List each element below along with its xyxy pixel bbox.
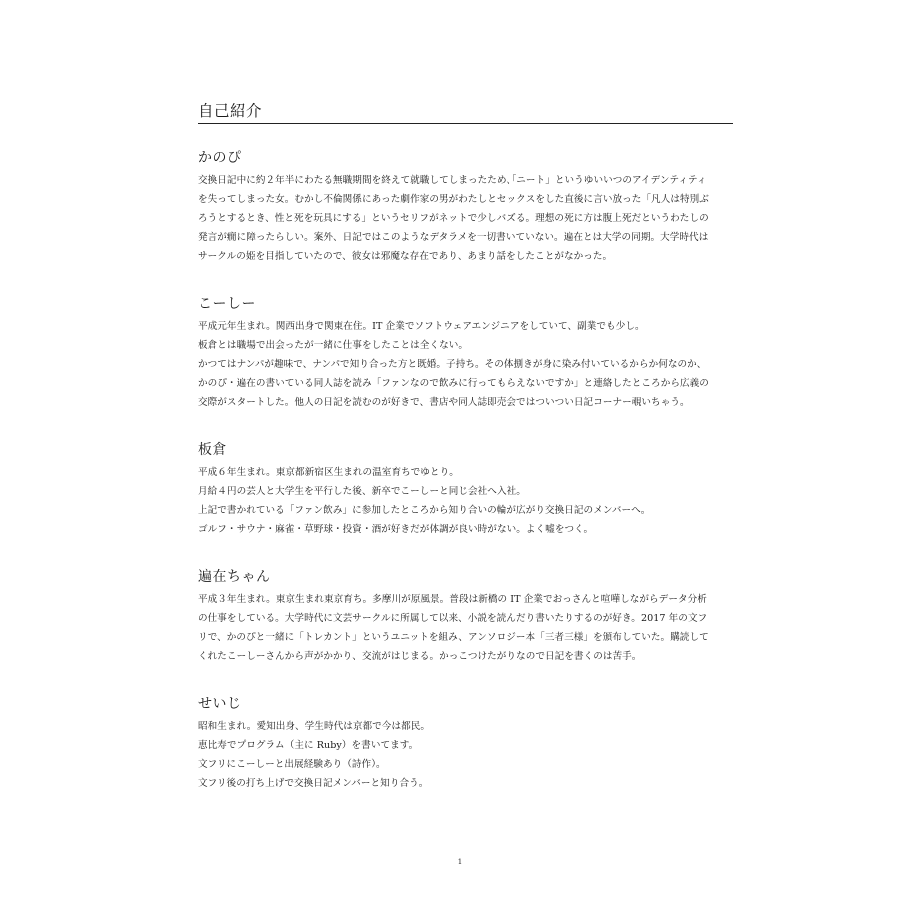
profile-body <box>198 717 733 793</box>
page-content <box>198 100 733 789</box>
profile-line: を失ってしまった女。むかし不倫関係にあった劇作家の男がわたしとセックスをした直後に言い放った「凡人は特別ぶ <box>198 194 709 205</box>
profile-name: こーしー <box>198 296 256 312</box>
profile-line: かつてはナンパが趣味で、ナンパで知り合った方と既婚。子持ち。その体捌きが身に染み付いているからか何なのか、 <box>198 359 707 370</box>
profile-line: 発言が癇に障ったらしい。案外、日記ではこのようなデタラメを一切書いていない。遍在とは大学の同期。大学時代は <box>198 232 709 243</box>
profile-name: 板倉 <box>198 442 227 458</box>
profile-line: 平成元年生まれ。関西出身で関東在住。IT 企業でソフトウェアエンジニアをしていて、副業でも少し。 <box>198 321 645 332</box>
profile-line: 交換日記中に約２年半にわたる無職期間を終えて就職してしまったため､｢ニート」というゆいいつのアイデンティティ <box>198 175 707 186</box>
profile-section-itakura <box>198 440 733 539</box>
profile-line: ろうとするとき、性と死を玩具にする」というセリフがネットで少しバズる。理想の死に方は腹上死だというわたしの <box>198 213 709 224</box>
profile-name: 遍在ちゃん <box>198 569 271 585</box>
profile-line: 恵比寿でプログラム（主に Ruby）を書いてます。 <box>198 740 419 751</box>
profile-line: 平成６年生まれ。東京都新宿区生まれの温室育ちでゆとり。 <box>198 467 459 478</box>
profile-section-henzai <box>198 567 733 666</box>
profile-line: ゴルフ・サウナ・麻雀・草野球・投資・酒が好きだが体調が良い時がない。よく嘘をつく。 <box>198 524 594 535</box>
profile-section-kanopi <box>198 148 733 266</box>
profile-body <box>198 590 733 666</box>
profile-body <box>198 171 733 266</box>
profile-line: 月給４円の芸人と大学生を平行した後、新卒でこーしーと同じ会社へ入社。 <box>198 486 526 497</box>
profile-section-koshi <box>198 294 733 412</box>
profile-body <box>198 463 733 539</box>
profile-body <box>198 317 733 412</box>
profile-name: せいじ <box>198 696 242 712</box>
page-number: 1 <box>457 858 463 866</box>
profile-line: 平成３年生まれ。東京生まれ東京育ち。多摩川が原風景。普段は新橋の IT 企業でおっさんと喧嘩しながらデータ分析 <box>198 594 707 605</box>
profile-line: 上記で書かれている「ファン飲み」に参加したところから知り合いの輪が広がり交換日記のメンバーへ。 <box>198 505 651 516</box>
profile-line: 文フリ後の打ち上げで交換日記メンバーと知り合う。 <box>198 778 429 789</box>
profile-line: リで、かのぴと一緒に「トレカント」というユニットを組み、アンソロジー本「三者三様」を頒布していた。購読して <box>198 632 709 643</box>
profile-line: かのぴ・遍在の書いている同人誌を読み「ファンなので飲みに行ってもらえないですか」と連絡したところから広義の <box>198 378 709 389</box>
profile-line: の仕事をしている。大学時代に文芸サークルに所属して以来、小説を読んだり書いたりするのが好き。2017 年の文フ <box>198 613 708 624</box>
profile-line: 交際がスタートした。他人の日記を読むのが好きで、書店や同人誌即売会ではついつい日記コーナー覗いちゃう。 <box>198 397 690 408</box>
profile-line: 文フリにこーしーと出展経験あり（詩作）。 <box>198 759 386 770</box>
profile-line: サークルの姫を目指していたので、彼女は邪魔な存在であり、あまり話をしたことがなかった。 <box>198 251 613 262</box>
profile-section-seiji <box>198 694 733 793</box>
profile-line: 板倉とは職場で出会ったが一緒に仕事をしたことは全くない。 <box>198 340 469 351</box>
profile-line: くれたこーしーさんから声がかかり、交流がはじまる。かっこつけたがりなので日記を書くのは苦手。 <box>198 651 642 662</box>
profile-line: 昭和生まれ。愛知出身、学生時代は京都で今は都民。 <box>198 721 431 732</box>
profile-name: かのぴ <box>198 150 242 166</box>
page-title: 自己紹介 <box>198 100 733 124</box>
